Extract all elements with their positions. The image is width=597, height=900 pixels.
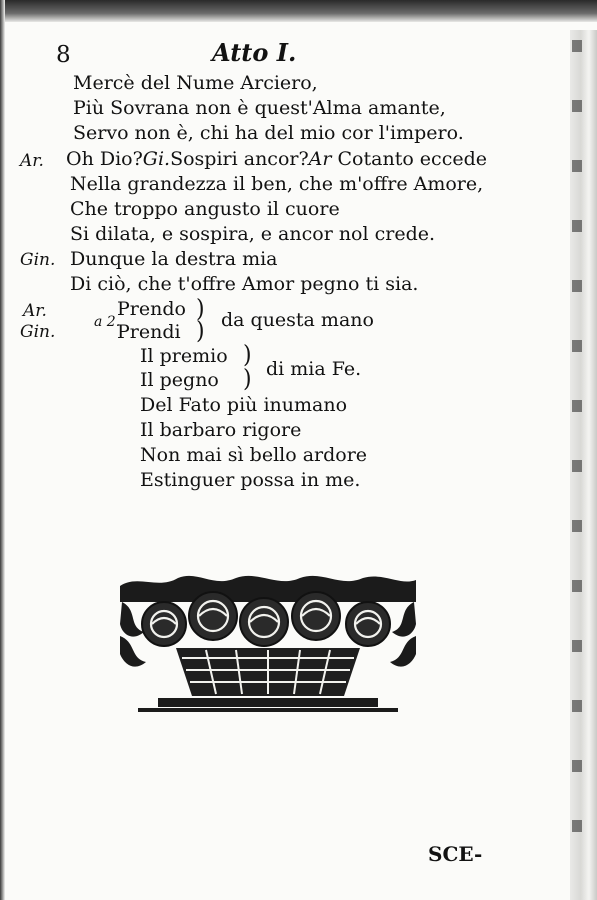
verse-line: Servo non è, chi ha del mio cor l'impero. xyxy=(73,122,464,144)
flower-basket-woodcut-icon xyxy=(118,572,418,717)
speaker-inline: Gi. xyxy=(142,148,171,170)
verse-part: Sospiri ancor? xyxy=(170,148,309,170)
verse-line: Il pegno xyxy=(140,369,219,391)
verse-part: Oh Dio? xyxy=(66,148,143,170)
verse-line: Estinguer possa in me. xyxy=(140,469,361,491)
duet-marker: a 2. xyxy=(94,314,121,330)
speaker-label: Gin. xyxy=(20,250,56,270)
catchword: SCE- xyxy=(428,842,483,866)
speaker-label: Gin. xyxy=(20,322,56,342)
speaker-inline: Ar xyxy=(308,148,332,170)
verse-line: da questa mano xyxy=(221,309,374,331)
speaker-label: Ar. xyxy=(23,301,47,321)
verse-line: Il premio xyxy=(140,345,228,367)
speaker-label: Ar. xyxy=(20,151,44,171)
verse-line: Il barbaro rigore xyxy=(140,419,302,441)
scan-edge-left xyxy=(0,0,5,900)
brace-icon: ) xyxy=(196,317,205,346)
brace-icon: ) xyxy=(196,295,205,324)
verse-part: Cotanto eccede xyxy=(337,148,487,170)
verse-line: Che troppo angusto il cuore xyxy=(70,198,340,220)
running-head: Atto I. xyxy=(212,38,297,67)
verse-line: di mia Fe. xyxy=(266,358,362,380)
verse-line: Più Sovrana non è quest'Alma amante, xyxy=(73,97,446,119)
brace-icon: ) xyxy=(243,341,252,370)
binding-marks xyxy=(572,40,582,880)
verse-line: Mercè del Nume Arciero, xyxy=(73,72,318,94)
verse-line: Prendi xyxy=(117,321,181,343)
verse-line: Si dilata, e sospira, e ancor nol crede. xyxy=(70,223,436,245)
scan-edge-top xyxy=(0,0,597,22)
verse-line: Prendo xyxy=(117,298,186,320)
verse-line: Di ciò, che t'offre Amor pegno ti sia. xyxy=(70,273,419,295)
brace-icon: ) xyxy=(243,365,252,394)
verse-line xyxy=(66,147,487,171)
verse-line: Dunque la destra mia xyxy=(70,248,278,270)
page-number: 8 xyxy=(56,42,71,68)
verse-line: Non mai sì bello ardore xyxy=(140,444,368,466)
verse-line: Del Fato più inumano xyxy=(140,394,348,416)
verse-line: Nella grandezza il ben, che m'offre Amore, xyxy=(70,173,484,195)
